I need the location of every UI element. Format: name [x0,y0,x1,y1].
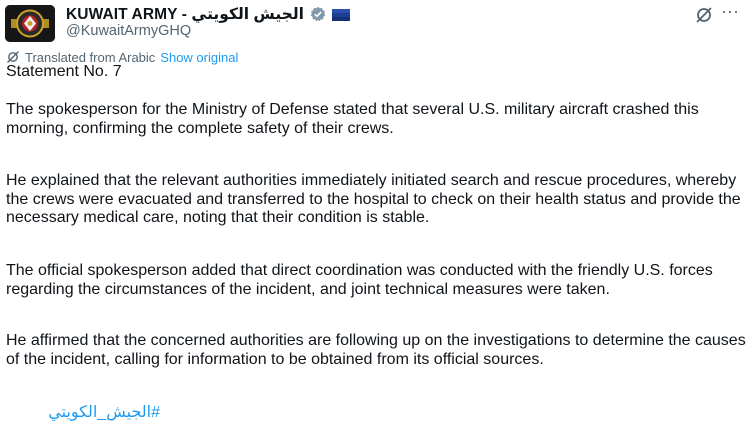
flag-badge-icon[interactable] [332,8,350,20]
body-paragraph: He explained that the relevant authorities immediately initiated search and rescue procedures, whereby the crews were evacuated and transferred to the hospital to check on their health status and provide the necessary medical care, noting that their condition is stable. [6,172,741,226]
translate-icon [6,50,20,64]
body-paragraph: The official spokesperson added that direct coordination was conducted with the friendly U.S. forces regarding the circumstances of the incident, and joint technical measures were taken. [6,262,713,298]
post-header [0,0,750,46]
body-paragraph: He affirmed that the concerned authorities are following up on the investigations to determine the causes of the incident, calling for information to be obtained from its official sources. [6,332,746,368]
body-paragraph: The spokesperson for the Ministry of Defense stated that several U.S. military aircraft crashed this morning, confirming the complete safety of their crews. [6,101,699,137]
show-original-link[interactable]: Show original [160,49,239,65]
verified-badge-icon[interactable] [310,6,326,22]
more-icon[interactable]: ··· [721,1,739,21]
display-name[interactable]: KUWAIT ARMY - الجيش الكويتي [66,5,304,23]
statement-title: Statement No. 7 [6,63,122,80]
name-row [66,4,350,24]
translated-label: Translated from Arabic [25,49,156,65]
user-handle[interactable]: @KuwaitArmyGHQ [66,23,192,39]
avatar[interactable] [5,5,55,42]
grok-icon[interactable] [694,5,714,25]
army-emblem-icon [5,5,55,42]
hashtag-link[interactable]: #الجيش_الكويتي [48,404,160,421]
